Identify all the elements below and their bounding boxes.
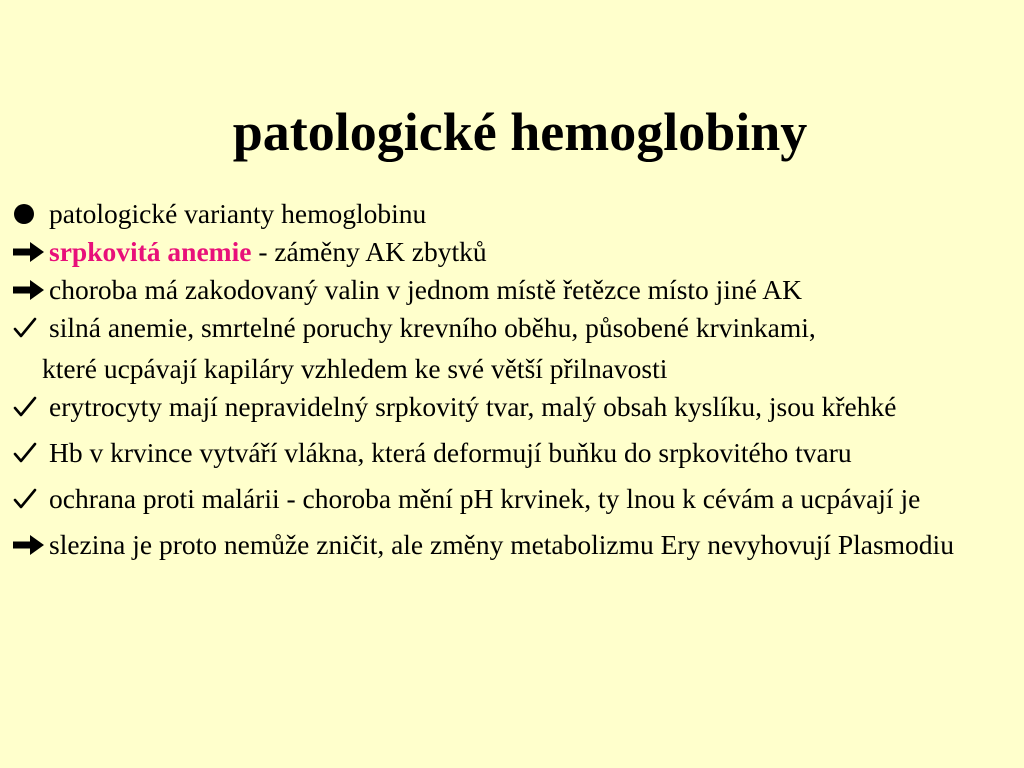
arrow-right-icon xyxy=(12,529,48,561)
list-item xyxy=(12,529,1017,561)
bullet-list xyxy=(12,198,1017,561)
list-item-text: patologické varianty hemoglobinu xyxy=(49,198,427,229)
arrow-right-icon xyxy=(12,274,48,306)
list-item xyxy=(12,198,1017,230)
list-item xyxy=(12,274,1017,306)
checkmark-icon xyxy=(12,312,48,344)
list-item-text: choroba má zakodovaný valin v jednom místě řetězce místo jiné AK xyxy=(49,274,802,305)
list-item-text: silná anemie, smrtelné poruchy krevního oběhu, působené krvinkami, xyxy=(49,312,816,343)
list-item-text: slezina je proto nemůže zničit, ale změny metabolizmu Ery nevyhovují Plasmodiu xyxy=(49,529,954,560)
list-item-text: ochrana proti malárii - choroba mění pH krvinek, ty lnou k cévám a ucpávají je xyxy=(49,483,921,514)
list-item xyxy=(12,236,1017,268)
continuation-line: které ucpávají kapiláry vzhledem ke své větší přilnavosti xyxy=(42,353,668,384)
highlighted-term: srpkovitá anemie xyxy=(49,236,252,267)
list-item xyxy=(12,483,1017,515)
slide-title: patologické hemoglobiny xyxy=(232,102,808,162)
checkmark-icon xyxy=(12,391,48,423)
list-item-text: Hb v krvince vytváří vlákna, která deformují buňku do srpkovitého tvaru xyxy=(49,437,852,468)
arrow-right-icon xyxy=(12,236,48,268)
list-item xyxy=(12,391,1017,423)
list-item-text: - záměny AK zbytků xyxy=(251,236,487,267)
round-bullet-icon xyxy=(12,198,48,230)
list-item-text: erytrocyty mají nepravidelný srpkovitý tvar, malý obsah kyslíku, jsou křehké xyxy=(49,391,897,422)
list-item xyxy=(12,437,1017,469)
checkmark-icon xyxy=(12,437,48,469)
checkmark-icon xyxy=(12,483,48,515)
list-item xyxy=(12,312,1017,344)
